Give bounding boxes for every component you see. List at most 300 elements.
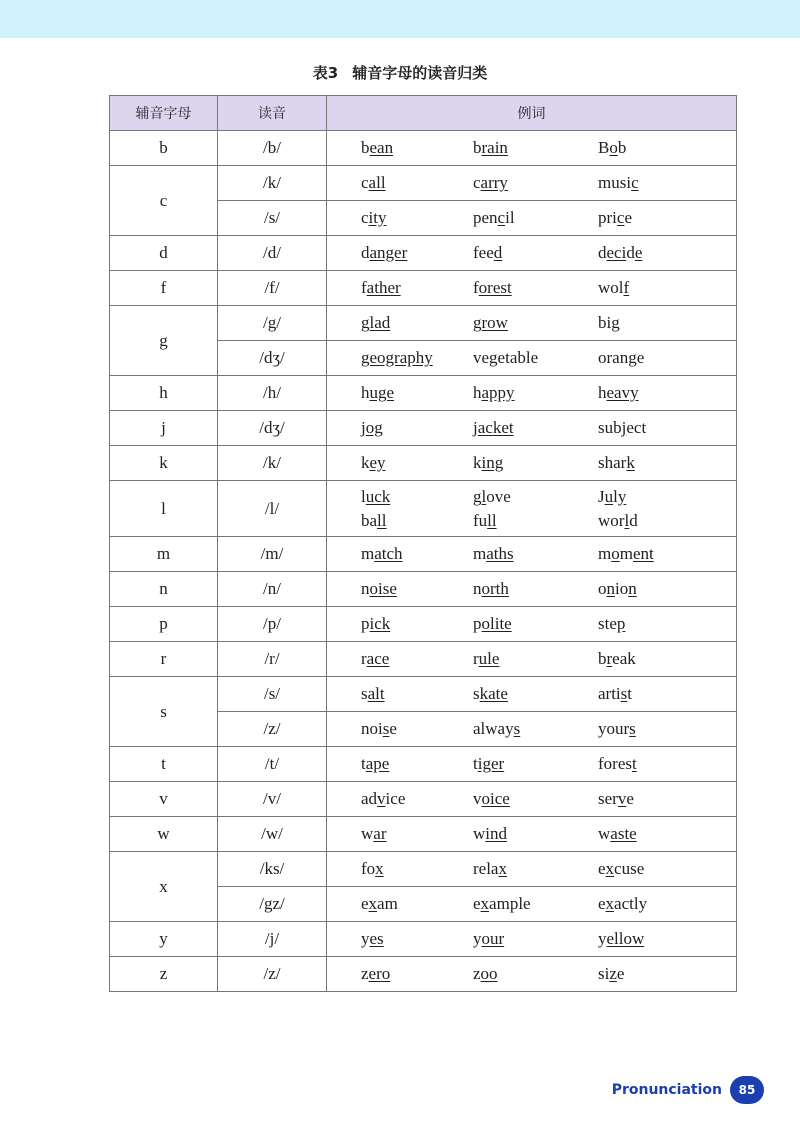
word-part: e bbox=[598, 859, 606, 878]
sound-cell: /t/ bbox=[218, 747, 327, 782]
letter-cell: d bbox=[110, 236, 218, 271]
example-word bbox=[327, 684, 473, 704]
word-part: shar bbox=[598, 453, 627, 472]
example-words-group bbox=[327, 208, 736, 228]
word-part: J bbox=[598, 486, 605, 506]
example-words-group bbox=[327, 684, 736, 704]
example-word bbox=[598, 964, 718, 984]
underlined-letters: our bbox=[481, 929, 505, 948]
word-part: ample bbox=[489, 894, 531, 913]
underlined-letters: ero bbox=[368, 964, 391, 983]
sound-cell: /s/ bbox=[218, 677, 327, 712]
example-word bbox=[327, 649, 473, 669]
examples-cell bbox=[327, 446, 737, 481]
examples-cell bbox=[327, 201, 737, 236]
example-word bbox=[598, 348, 718, 368]
word-part: w bbox=[473, 824, 486, 843]
word-part: n bbox=[361, 579, 370, 598]
example-word bbox=[473, 208, 598, 228]
word-part: fores bbox=[598, 754, 632, 773]
word-part: g bbox=[473, 486, 482, 506]
word-part: si bbox=[598, 964, 610, 983]
word-part: c bbox=[361, 173, 369, 192]
word-part: c bbox=[361, 208, 369, 227]
example-word bbox=[327, 138, 473, 158]
table-row bbox=[110, 166, 737, 201]
examples-cell bbox=[327, 537, 737, 572]
example-word bbox=[598, 418, 718, 438]
underlined-letters: ick bbox=[369, 614, 391, 633]
example-words-group bbox=[327, 485, 736, 509]
underlined-letters: ather bbox=[366, 278, 401, 297]
underlined-letters: oise bbox=[369, 579, 397, 598]
example-word bbox=[327, 964, 473, 984]
word-part: g bbox=[361, 313, 370, 332]
underlined-letters: g bbox=[611, 313, 620, 332]
example-word bbox=[598, 243, 718, 263]
word-part: z bbox=[361, 964, 369, 983]
example-word bbox=[473, 859, 598, 879]
table-row bbox=[110, 376, 737, 411]
word-part: e bbox=[626, 789, 634, 808]
example-word bbox=[598, 824, 718, 844]
word-part: p bbox=[361, 614, 370, 633]
underlined-letters: c bbox=[631, 173, 639, 192]
underlined-letters: appy bbox=[481, 383, 515, 402]
table-row bbox=[110, 446, 737, 481]
example-word bbox=[327, 278, 473, 298]
example-words-group bbox=[327, 278, 736, 298]
sound-cell: /f/ bbox=[218, 271, 327, 306]
underlined-letters: d bbox=[493, 243, 503, 262]
sound-cell: /dʒ/ bbox=[218, 341, 327, 376]
table-number: 表3 bbox=[312, 64, 339, 82]
underlined-letters: x bbox=[605, 859, 615, 878]
word-part: w bbox=[361, 824, 374, 843]
underlined-letters: u bbox=[604, 486, 614, 506]
table-header-row bbox=[110, 96, 737, 131]
underlined-letters: ll bbox=[377, 510, 387, 530]
example-words-group bbox=[327, 894, 736, 914]
underlined-letters: ean bbox=[369, 138, 394, 157]
word-part: o bbox=[598, 579, 607, 598]
example-word bbox=[473, 964, 598, 984]
example-word bbox=[327, 614, 473, 634]
example-word bbox=[598, 754, 718, 774]
sound-cell: /dʒ/ bbox=[218, 411, 327, 446]
underlined-letters: ent bbox=[632, 544, 654, 563]
example-word bbox=[598, 138, 718, 158]
example-words-group bbox=[327, 579, 736, 599]
underlined-letters: aths bbox=[486, 544, 514, 563]
table-row bbox=[110, 306, 737, 341]
example-words-group bbox=[327, 138, 736, 158]
underlined-letters: g bbox=[628, 348, 637, 367]
example-word bbox=[473, 453, 598, 473]
underlined-letters: l bbox=[624, 510, 630, 530]
word-part: am bbox=[377, 894, 398, 913]
word-part: e bbox=[598, 894, 606, 913]
letter-cell: n bbox=[110, 572, 218, 607]
letter-cell: h bbox=[110, 376, 218, 411]
table-row bbox=[110, 481, 737, 537]
examples-cell bbox=[327, 411, 737, 446]
example-word bbox=[473, 649, 598, 669]
example-word bbox=[598, 509, 718, 533]
underlined-letters: acket bbox=[477, 418, 514, 437]
example-word bbox=[327, 789, 473, 809]
underlined-letters: row bbox=[481, 313, 508, 332]
examples-cell bbox=[327, 782, 737, 817]
underlined-letters: x bbox=[480, 894, 490, 913]
underlined-letters: uck bbox=[365, 486, 391, 506]
example-words-group bbox=[327, 929, 736, 949]
example-word bbox=[473, 929, 598, 949]
examples-cell bbox=[327, 817, 737, 852]
table-row bbox=[110, 236, 737, 271]
examples-cell bbox=[327, 166, 737, 201]
word-part: rela bbox=[473, 859, 499, 878]
examples-cell bbox=[327, 607, 737, 642]
word-part: pri bbox=[598, 208, 617, 227]
sound-cell: /j/ bbox=[218, 922, 327, 957]
underlined-letters: x bbox=[368, 894, 378, 913]
example-word bbox=[327, 719, 473, 739]
example-word bbox=[473, 789, 598, 809]
underlined-letters: z bbox=[609, 964, 617, 983]
underlined-letters: c bbox=[497, 208, 506, 227]
example-word bbox=[327, 509, 473, 533]
example-words-group bbox=[327, 348, 736, 368]
table-row bbox=[110, 411, 737, 446]
underlined-letters: all bbox=[368, 173, 386, 192]
examples-cell bbox=[327, 852, 737, 887]
underlined-letters: r bbox=[606, 649, 613, 668]
underlined-letters: ity bbox=[368, 208, 387, 227]
example-word bbox=[327, 485, 473, 509]
word-part: etable bbox=[497, 348, 539, 367]
underlined-letters: atch bbox=[374, 544, 403, 563]
example-word bbox=[598, 383, 718, 403]
example-word bbox=[598, 453, 718, 473]
word-part: oran bbox=[598, 348, 629, 367]
example-word bbox=[598, 485, 718, 509]
example-word bbox=[327, 824, 473, 844]
word-part: musi bbox=[598, 173, 632, 192]
sound-cell: /s/ bbox=[218, 201, 327, 236]
example-word bbox=[327, 313, 473, 333]
word-part: ect bbox=[626, 418, 647, 437]
header-sound: 读音 bbox=[218, 96, 327, 131]
consonant-table bbox=[109, 95, 737, 992]
word-part: l bbox=[361, 486, 366, 506]
underlined-letters: s bbox=[382, 719, 390, 738]
table-row bbox=[110, 922, 737, 957]
example-word bbox=[598, 719, 718, 739]
example-word bbox=[473, 418, 598, 438]
example-words-group bbox=[327, 243, 736, 263]
word-part: k bbox=[361, 453, 370, 472]
word-part: alway bbox=[473, 719, 514, 738]
word-part: k bbox=[473, 453, 482, 472]
example-word bbox=[598, 579, 718, 599]
example-word bbox=[473, 894, 598, 914]
word-part: w bbox=[598, 824, 611, 843]
sound-cell: /k/ bbox=[218, 166, 327, 201]
example-words-group bbox=[327, 418, 736, 438]
example-word bbox=[327, 579, 473, 599]
page-footer bbox=[612, 1076, 764, 1104]
underlined-letters: x bbox=[605, 894, 615, 913]
word-part: r bbox=[361, 649, 367, 668]
underlined-letters: v bbox=[377, 789, 386, 808]
examples-cell bbox=[327, 572, 737, 607]
table-row bbox=[110, 852, 737, 887]
word-part: pen bbox=[473, 208, 498, 227]
letter-cell: l bbox=[110, 481, 218, 537]
sound-cell: /z/ bbox=[218, 957, 327, 992]
examples-cell bbox=[327, 131, 737, 166]
word-part: m bbox=[473, 544, 487, 563]
example-word bbox=[598, 894, 718, 914]
letter-cell: m bbox=[110, 537, 218, 572]
sound-cell: /z/ bbox=[218, 712, 327, 747]
example-word bbox=[473, 485, 598, 509]
letter-cell: x bbox=[110, 852, 218, 922]
examples-stack bbox=[327, 485, 736, 533]
word-part: your bbox=[598, 719, 630, 738]
word-part: h bbox=[361, 383, 370, 402]
word-part: ad bbox=[361, 789, 378, 808]
underlined-letters: c bbox=[616, 208, 625, 227]
sound-cell: /n/ bbox=[218, 572, 327, 607]
letter-cell: w bbox=[110, 817, 218, 852]
word-part: v bbox=[473, 789, 482, 808]
word-part: b bbox=[598, 649, 607, 668]
example-word bbox=[327, 418, 473, 438]
underlined-letters: ar bbox=[373, 824, 387, 843]
letter-cell: k bbox=[110, 446, 218, 481]
example-word bbox=[327, 208, 473, 228]
underlined-letters: e bbox=[634, 243, 643, 262]
word-part: b bbox=[617, 138, 627, 157]
letter-cell: f bbox=[110, 271, 218, 306]
example-words-group bbox=[327, 544, 736, 564]
word-part: eak bbox=[612, 649, 636, 668]
sound-cell: /r/ bbox=[218, 642, 327, 677]
underlined-letters: s bbox=[513, 719, 521, 738]
table-row bbox=[110, 642, 737, 677]
examples-cell bbox=[327, 236, 737, 271]
example-word bbox=[598, 313, 718, 333]
word-part: m bbox=[361, 544, 375, 563]
table-row bbox=[110, 782, 737, 817]
word-part: h bbox=[473, 383, 482, 402]
examples-cell bbox=[327, 642, 737, 677]
table-title-text: 辅音字母的读音归类 bbox=[352, 64, 488, 82]
example-word bbox=[473, 544, 598, 564]
underlined-letters: rain bbox=[481, 138, 508, 157]
letter-cell: z bbox=[110, 957, 218, 992]
word-part: m bbox=[619, 544, 633, 563]
example-word bbox=[598, 208, 718, 228]
word-part: h bbox=[598, 383, 607, 402]
example-word bbox=[473, 754, 598, 774]
sound-cell: /v/ bbox=[218, 782, 327, 817]
example-word bbox=[598, 544, 718, 564]
underlined-letters: p bbox=[616, 614, 626, 633]
underlined-letters: ape bbox=[365, 754, 390, 773]
table-row bbox=[110, 537, 737, 572]
example-words-group bbox=[327, 789, 736, 809]
example-words-group bbox=[327, 719, 736, 739]
word-part: actly bbox=[614, 894, 648, 913]
example-word bbox=[473, 383, 598, 403]
word-part: t bbox=[473, 754, 478, 773]
sound-cell: /gz/ bbox=[218, 887, 327, 922]
example-word bbox=[598, 649, 718, 669]
underlined-letters: kate bbox=[479, 684, 508, 703]
sound-cell: /m/ bbox=[218, 537, 327, 572]
word-part: r bbox=[473, 649, 479, 668]
underlined-letters: orest bbox=[478, 278, 512, 297]
examples-cell bbox=[327, 271, 737, 306]
underlined-letters: lad bbox=[369, 313, 391, 332]
word-part: d bbox=[598, 243, 607, 262]
examples-cell bbox=[327, 306, 737, 341]
example-word bbox=[327, 754, 473, 774]
example-words-group bbox=[327, 754, 736, 774]
word-part: b bbox=[473, 138, 482, 157]
footer-label: Pronunciation bbox=[611, 1082, 722, 1098]
underlined-letters: s bbox=[620, 684, 628, 703]
underlined-letters: og bbox=[365, 418, 383, 437]
underlined-letters: j bbox=[621, 418, 627, 437]
underlined-letters: ellow bbox=[606, 929, 645, 948]
table-row bbox=[110, 817, 737, 852]
sound-cell: /l/ bbox=[218, 481, 327, 537]
example-word bbox=[473, 579, 598, 599]
underlined-letters: o bbox=[609, 138, 618, 157]
example-word bbox=[473, 684, 598, 704]
word-part: noi bbox=[361, 719, 383, 738]
underlined-letters: anger bbox=[369, 243, 408, 262]
example-words-group bbox=[327, 313, 736, 333]
word-part: e bbox=[473, 894, 481, 913]
example-word bbox=[598, 614, 718, 634]
underlined-letters: t bbox=[631, 754, 637, 773]
example-word bbox=[473, 509, 598, 533]
underlined-letters: es bbox=[369, 929, 384, 948]
example-word bbox=[473, 614, 598, 634]
word-part: fee bbox=[473, 243, 494, 262]
letter-cell: t bbox=[110, 747, 218, 782]
header-examples: 例词 bbox=[327, 96, 737, 131]
example-words-group bbox=[327, 649, 736, 669]
underlined-letters: alt bbox=[367, 684, 385, 703]
word-part: d bbox=[361, 243, 370, 262]
example-words-group bbox=[327, 383, 736, 403]
example-word bbox=[598, 684, 718, 704]
word-part: c bbox=[473, 173, 481, 192]
word-part: ve bbox=[473, 348, 490, 367]
word-part: n bbox=[473, 579, 482, 598]
table-row bbox=[110, 607, 737, 642]
underlined-letters: ind bbox=[485, 824, 508, 843]
word-part: p bbox=[473, 614, 482, 633]
underlined-letters: eavy bbox=[606, 383, 639, 402]
underlined-letters: x bbox=[375, 859, 384, 878]
examples-cell bbox=[327, 957, 737, 992]
example-word bbox=[327, 859, 473, 879]
table-row bbox=[110, 677, 737, 712]
word-part: y bbox=[598, 929, 607, 948]
example-word bbox=[473, 278, 598, 298]
word-part: wol bbox=[598, 278, 624, 297]
word-part: l bbox=[613, 486, 618, 506]
word-part: e bbox=[616, 964, 625, 983]
underlined-letters: y bbox=[617, 486, 627, 506]
letter-cell: g bbox=[110, 306, 218, 376]
sound-cell: /b/ bbox=[218, 131, 327, 166]
underlined-letters: orth bbox=[481, 579, 509, 598]
examples-cell bbox=[327, 887, 737, 922]
word-part: cuse bbox=[614, 859, 645, 878]
word-part: j bbox=[473, 418, 478, 437]
table-row bbox=[110, 271, 737, 306]
underlined-letters: s bbox=[629, 719, 636, 738]
examples-cell bbox=[327, 922, 737, 957]
underlined-letters: geography bbox=[361, 348, 433, 367]
example-word bbox=[473, 719, 598, 739]
sound-cell: /h/ bbox=[218, 376, 327, 411]
top-color-band bbox=[0, 0, 800, 38]
underlined-letters: oice bbox=[481, 789, 510, 808]
examples-cell bbox=[327, 341, 737, 376]
underlined-letters: ace bbox=[366, 649, 390, 668]
table-row bbox=[110, 131, 737, 166]
underlined-letters: x bbox=[498, 859, 507, 878]
example-word bbox=[598, 173, 718, 193]
examples-cell bbox=[327, 747, 737, 782]
letter-cell: s bbox=[110, 677, 218, 747]
example-word bbox=[473, 313, 598, 333]
underlined-letters: k bbox=[626, 453, 635, 472]
underlined-letters: eci bbox=[606, 243, 627, 262]
underlined-letters: arry bbox=[480, 173, 508, 192]
table-row bbox=[110, 957, 737, 992]
header-letter: 辅音字母 bbox=[110, 96, 218, 131]
example-word bbox=[598, 859, 718, 879]
letter-cell: p bbox=[110, 607, 218, 642]
examples-cell bbox=[327, 677, 737, 712]
underlined-letters: f bbox=[623, 278, 630, 297]
word-part: ser bbox=[598, 789, 618, 808]
example-words-group bbox=[327, 824, 736, 844]
word-part: s bbox=[473, 684, 480, 703]
example-word bbox=[473, 348, 598, 368]
word-part: f bbox=[473, 278, 479, 297]
word-part: io bbox=[615, 579, 629, 598]
sound-cell: /w/ bbox=[218, 817, 327, 852]
example-word bbox=[327, 173, 473, 193]
word-part: wor bbox=[598, 510, 625, 530]
word-part: m bbox=[598, 544, 612, 563]
word-part: ice bbox=[385, 789, 406, 808]
table-row bbox=[110, 747, 737, 782]
word-part: y bbox=[361, 929, 370, 948]
underlined-letters: ule bbox=[478, 649, 500, 668]
